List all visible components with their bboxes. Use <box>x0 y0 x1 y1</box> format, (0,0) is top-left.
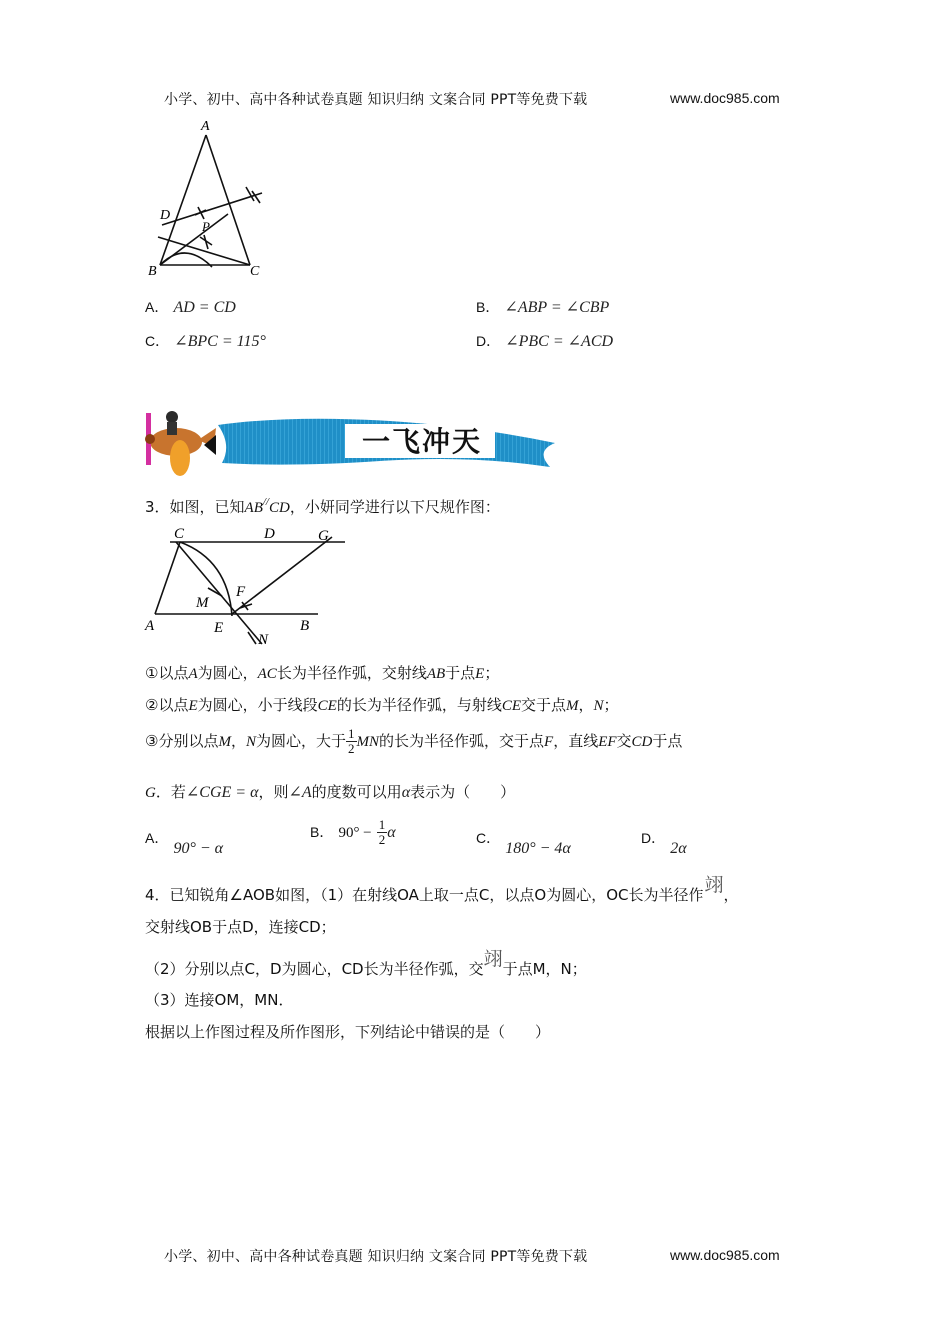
figure-triangle <box>140 115 280 280</box>
q3-step2: ②以点E为圆心，小于线段CE的长为半径作弧，与射线CE交于点M，N； <box>145 696 619 714</box>
q3-step3: ③分别以点M，N为圆心，大于 $\frac{1}{2}$ MN的长为半径作弧，交于点F，直线EF交CD于点 <box>145 726 683 756</box>
q2-option-b[interactable]: B． ∠ABP = ∠CBP <box>476 299 610 316</box>
label-P: P <box>202 219 210 234</box>
label-E: E <box>214 620 224 636</box>
header-url[interactable]: www.doc985.com <box>670 90 780 106</box>
banner-title: 一飞冲天 <box>362 425 483 458</box>
header-text: 小学、初中、高中各种试卷真题 知识归纳 文案合同 PPT等免费下载 <box>164 92 588 108</box>
q4-line1: 4．已知锐角∠AOB如图，（1）在射线OA上取一点C，以点O为圆心，OC长为半径作翊， <box>145 875 739 904</box>
label-A: A <box>145 618 155 634</box>
label-G: G <box>318 528 329 544</box>
q2-option-a[interactable]: A． AD = CD <box>145 299 236 316</box>
q4-question: 根据以上作图过程及所作图形，下列结论中错误的是（ ） <box>145 1023 551 1041</box>
q3-option-b[interactable]: B． 90° − $\frac{1}{2}$ α <box>310 817 396 847</box>
label-D: D <box>160 208 171 223</box>
footer-text: 小学、初中、高中各种试卷真题 知识归纳 文案合同 PPT等免费下载 <box>164 1249 588 1265</box>
q4-line4: （3）连接OM，MN． <box>145 991 294 1009</box>
fraction-one-half: $\frac{1}{2}$ <box>348 726 355 756</box>
label-F: F <box>236 584 246 600</box>
footer-url[interactable]: www.doc985.com <box>670 1247 780 1263</box>
label-B: B <box>148 264 157 279</box>
page-footer <box>164 1246 587 1266</box>
label-D: D <box>264 526 275 542</box>
banner-plane-graphic <box>140 395 560 485</box>
q3-option-c[interactable]: C． 180° − 4α <box>476 830 571 857</box>
q2-option-c[interactable]: C． ∠BPC = 115° <box>145 333 266 350</box>
q3-step1: ①以点A为圆心，AC长为半径作弧，交射线AB于点E； <box>145 664 500 682</box>
q2-option-d[interactable]: D． ∠PBC = ∠ACD <box>476 333 614 350</box>
q3-question: G．若∠CGE = α，则∠A的度数可以用α表示为（ ） <box>145 783 516 801</box>
page-header <box>164 89 587 109</box>
q3-option-a[interactable]: A． 90° − α <box>145 830 224 857</box>
q4-line3: （2）分别以点C，D为圆心，CD长为半径作弧，交翊于点M，N； <box>145 949 587 978</box>
arc-glyph: 翊 <box>704 875 724 896</box>
label-M: M <box>196 595 209 611</box>
label-N: N <box>258 632 269 648</box>
label-C: C <box>250 264 260 279</box>
arc-glyph-2: 翊 <box>483 949 503 970</box>
label-B: B <box>300 618 310 634</box>
q3-option-d[interactable]: D． 2α <box>641 830 687 857</box>
label-C: C <box>174 526 185 542</box>
q3-stem: 3．如图，已知AB//CD，小妍同学进行以下尺规作图： <box>145 496 500 516</box>
q4-line2: 交射线OB于点D，连接CD； <box>145 918 336 936</box>
figure-construction <box>140 520 360 650</box>
label-A: A <box>201 119 210 134</box>
